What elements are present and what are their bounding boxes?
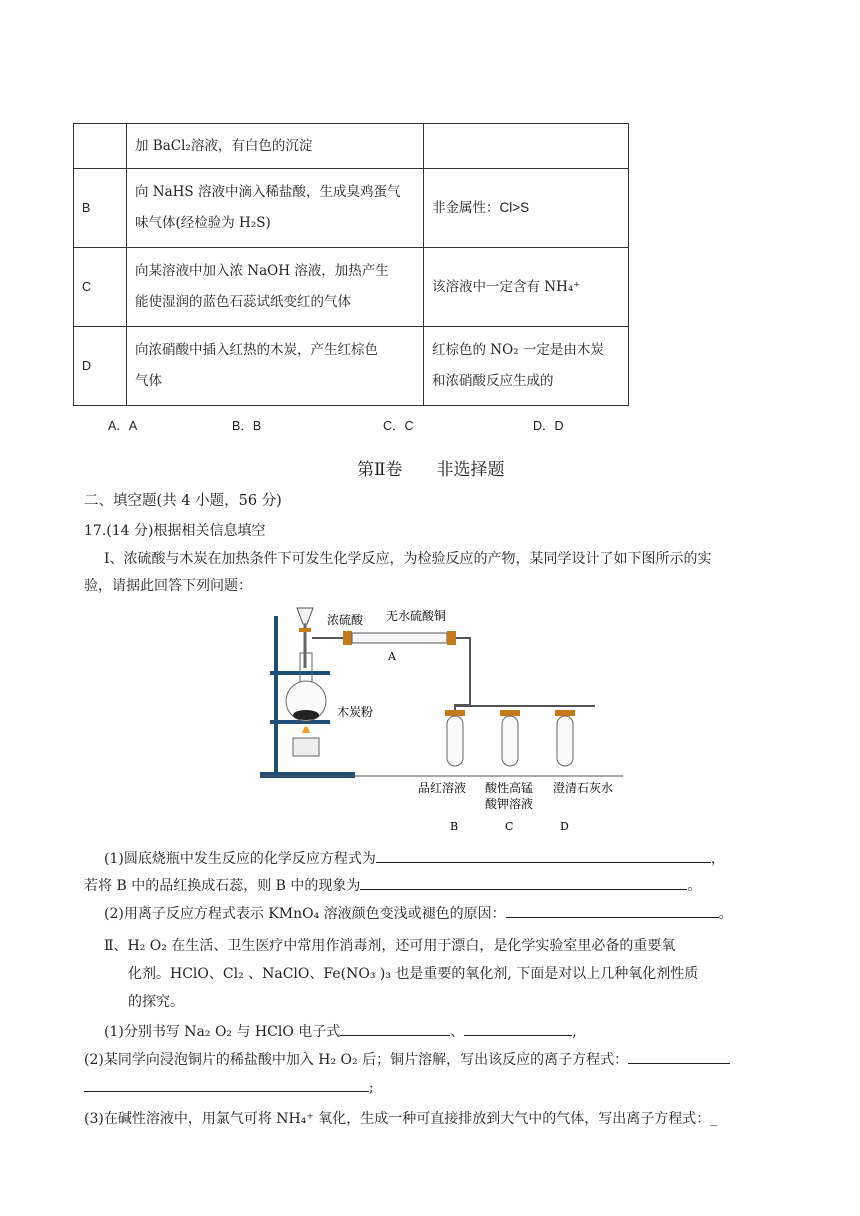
q2-text: (2)用离子反应方程式表示 KMnO₄ 溶液颜色变浅或褪色的原因：: [104, 906, 506, 922]
answer-blank[interactable]: [506, 903, 719, 918]
row-desc: 加 BaCl₂溶液，有白色的沉淀: [127, 124, 424, 169]
label-charcoal: 木炭粉: [337, 705, 374, 719]
answer-blank[interactable]: [628, 1049, 730, 1064]
letter-d: D: [560, 820, 569, 833]
tube-2: [455, 638, 470, 716]
p2q2-text: (2)某同学向浸泡铜片的稀盐酸中加入 H₂ O₂ 后；铜片溶解，写出该反应的离子方程式：: [84, 1052, 629, 1068]
q1b-line: [84, 875, 701, 895]
test-tube-c: [502, 716, 518, 766]
funnel-stopcock: [299, 628, 311, 632]
label-tube-c-1: 酸性高锰: [485, 781, 534, 795]
test-tube-d: [557, 716, 573, 766]
stand-rod: [274, 616, 278, 773]
q1a-line: [104, 848, 725, 868]
part2-intro: Ⅱ、H₂ O₂ 在生活、卫生医疗中常用作消毒剂，还可用于漂白，是化学实验室里必备的重要氧: [104, 938, 676, 954]
row-conclusion: 红棕色的 NO₂ 一定是由木炭 和浓硝酸反应生成的: [424, 327, 629, 406]
part1-intro-cont: 验，请据此回答下列问题：: [84, 578, 252, 594]
q1a-end: ，: [710, 851, 725, 867]
dropping-funnel: [297, 608, 313, 624]
p2q1-line: [104, 1021, 577, 1041]
q1b-text: 若将 B 中的品红换成石蕊，则 B 中的现象为: [84, 878, 361, 894]
row-desc: 向 NaHS 溶液中滴入稀盐酸，生成臭鸡蛋气 味气体(经检验为 H₂S): [127, 169, 424, 248]
stopper-a-right: [447, 631, 456, 645]
row-conclusion: 该溶液中一定含有 NH₄⁺: [424, 248, 629, 327]
q2-line: [104, 903, 733, 923]
row-desc: 向浓硝酸中插入红热的木炭，产生红棕色 气体: [127, 327, 424, 406]
answer-blank[interactable]: [376, 848, 711, 863]
p2q1-end: ,: [572, 1024, 577, 1040]
p2q2-line: [84, 1049, 730, 1069]
p2q1-text: (1)分别书写 Na₂ O₂ 与 HClO 电子式: [104, 1024, 341, 1040]
table-row: [74, 124, 629, 169]
table-row: [74, 169, 629, 248]
part2-intro-end: 的探究。: [128, 994, 184, 1010]
answer-blank[interactable]: [84, 1077, 369, 1092]
section-title: 第Ⅱ卷 非选择题: [357, 460, 505, 480]
stopper-b: [445, 710, 465, 716]
stopper-d: [555, 710, 575, 716]
label-tube-c-2: 酸钾溶液: [485, 797, 534, 811]
drying-tube-a: [352, 633, 447, 643]
answer-blank[interactable]: [340, 1021, 450, 1036]
part1-intro: Ⅰ、浓硫酸与木炭在加热条件下可发生化学反应，为检验反应的产物，某同学设计了如下图所示的实: [104, 551, 712, 567]
row-label: C: [74, 248, 127, 327]
part-heading: 二、填空题(共 4 小题，56 分): [84, 493, 282, 509]
row-label: [74, 124, 127, 169]
table-row: [74, 248, 629, 327]
row-desc: 向某溶液中加入浓 NaOH 溶液，加热产生 能使湿润的蓝色石蕊试纸变红的气体: [127, 248, 424, 327]
stopper-c: [500, 710, 520, 716]
options-table: [73, 123, 629, 406]
p2q3-line: (3)在碱性溶液中，用氯气可将 NH₄⁺ 氧化，生成一种可直接排放到大气中的气体，写出离子方程式：_: [84, 1111, 718, 1127]
q1b-end: 。: [687, 878, 702, 894]
option-d[interactable]: D．D: [533, 419, 564, 433]
q1a-text: (1)圆底烧瓶中发生反应的化学反应方程式为: [104, 851, 376, 867]
stopper-a-left: [343, 631, 352, 645]
apparatus-figure: [255, 598, 645, 838]
option-a[interactable]: A．A: [108, 419, 138, 433]
row-label: B: [74, 169, 127, 248]
question-17-title: 17.(14 分)根据相关信息填空: [84, 523, 266, 539]
label-acid: 浓硫酸: [327, 613, 364, 627]
p2q2-end: ;: [369, 1080, 374, 1096]
letter-c: C: [505, 820, 514, 833]
p2q1-sep: 、: [450, 1024, 465, 1040]
q2-end: 。: [718, 906, 733, 922]
row-conclusion: [424, 124, 629, 169]
label-tube-b: 品红溶液: [418, 781, 467, 795]
p2q2-line-cont: [84, 1077, 374, 1096]
flame: [302, 727, 310, 734]
letter-b: B: [450, 820, 459, 833]
label-cuso4: 无水硫酸铜: [386, 609, 447, 623]
row-label: D: [74, 327, 127, 406]
table-row: [74, 327, 629, 406]
option-b[interactable]: B．B: [232, 419, 262, 433]
test-tube-b: [447, 716, 463, 766]
row-conclusion: 非金属性：Cl>S: [424, 169, 629, 248]
alcohol-lamp: [293, 738, 319, 756]
answer-blank[interactable]: [464, 1021, 572, 1036]
option-c[interactable]: C．C: [383, 419, 414, 433]
part2-intro-cont: 化剂。HClO、Cl₂ 、NaClO、Fe(NO₃ )₃ 也是重要的氧化剂, 下面是对以上几种氧化剂性质: [128, 966, 699, 982]
charcoal: [293, 710, 319, 720]
label-a: A: [388, 650, 396, 663]
answer-blank[interactable]: [360, 875, 687, 890]
label-tube-d: 澄清石灰水: [553, 781, 614, 795]
